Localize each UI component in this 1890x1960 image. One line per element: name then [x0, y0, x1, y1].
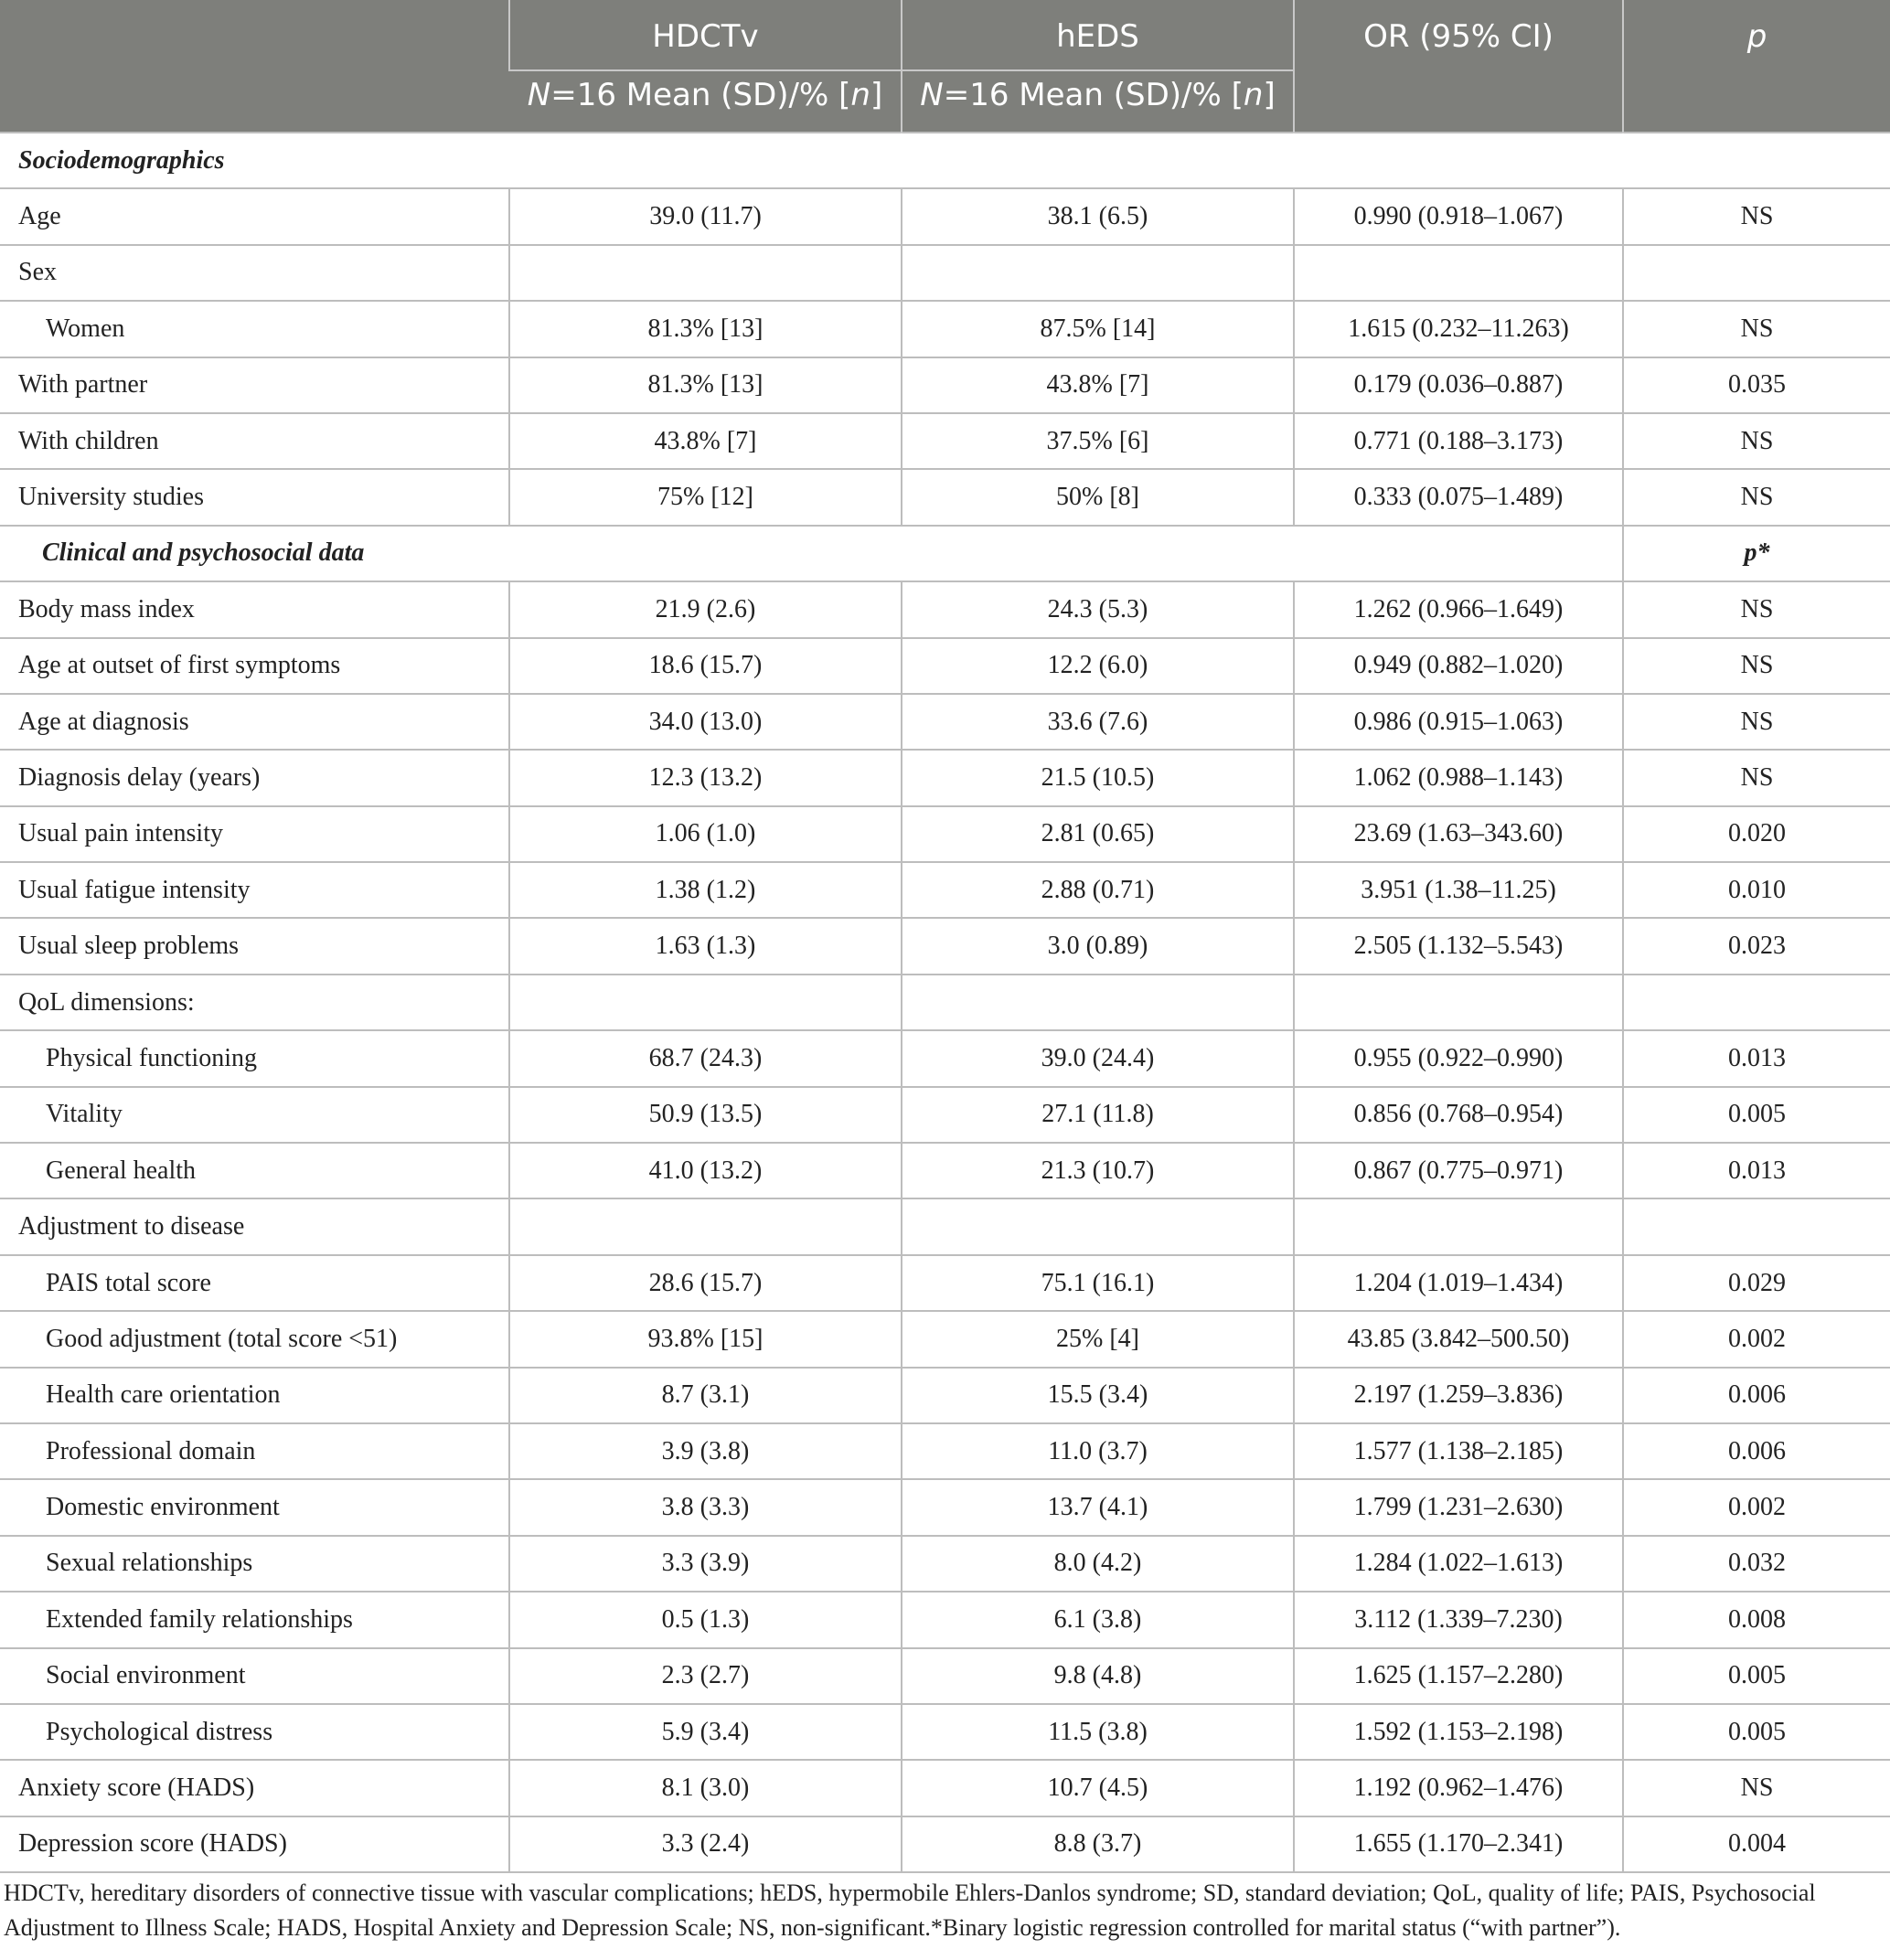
hdctv-value: 21.9 (2.6): [509, 581, 902, 637]
or-value: 3.951 (1.38–11.25): [1294, 862, 1623, 918]
row-label: Sex: [0, 245, 509, 301]
table-body: [0, 133, 1890, 1872]
p-value: NS: [1623, 638, 1890, 694]
table-row: [0, 1030, 1890, 1086]
hdctv-value: 1.06 (1.0): [509, 806, 902, 862]
heds-value: 75.1 (16.1): [902, 1255, 1294, 1311]
hdctv-value: 81.3% [13]: [509, 301, 902, 357]
heds-value: 11.5 (3.8): [902, 1704, 1294, 1760]
p-value: 0.005: [1623, 1704, 1890, 1760]
row-label: Social environment: [0, 1648, 509, 1704]
row-label: University studies: [0, 469, 509, 525]
section-clinical: [0, 526, 1890, 581]
row-label: Age at outset of first symptoms: [0, 638, 509, 694]
p-value: NS: [1623, 1760, 1890, 1816]
p-value: [1623, 1198, 1890, 1254]
table-row: [0, 1536, 1890, 1592]
hdctv-value: 2.3 (2.7): [509, 1648, 902, 1704]
header-empty-cell: [0, 0, 509, 133]
table-row: [0, 1255, 1890, 1311]
table-row: [0, 469, 1890, 525]
hdctv-value: 41.0 (13.2): [509, 1143, 902, 1198]
p-value: 0.004: [1623, 1816, 1890, 1872]
heds-value: [902, 245, 1294, 301]
hdctv-value: [509, 1198, 902, 1254]
header-hdctv-sub: N=16 Mean (SD)/% [n]: [509, 70, 902, 133]
p-value: 0.002: [1623, 1479, 1890, 1535]
hdctv-value: 75% [12]: [509, 469, 902, 525]
row-label: Health care orientation: [0, 1368, 509, 1423]
table-row: [0, 1368, 1890, 1423]
table-row: [0, 806, 1890, 862]
heds-value: [902, 975, 1294, 1030]
or-value: [1294, 245, 1623, 301]
row-label: QoL dimensions:: [0, 975, 509, 1030]
p-value: 0.005: [1623, 1087, 1890, 1143]
row-label: With children: [0, 413, 509, 469]
row-label: Good adjustment (total score <51): [0, 1311, 509, 1367]
p-value: NS: [1623, 750, 1890, 805]
heds-value: 50% [8]: [902, 469, 1294, 525]
heds-value: 15.5 (3.4): [902, 1368, 1294, 1423]
table-row: [0, 1648, 1890, 1704]
hdctv-value: 8.7 (3.1): [509, 1368, 902, 1423]
or-value: 1.655 (1.170–2.341): [1294, 1816, 1623, 1872]
row-label: Age at diagnosis: [0, 694, 509, 750]
heds-value: 21.3 (10.7): [902, 1143, 1294, 1198]
or-value: 2.197 (1.259–3.836): [1294, 1368, 1623, 1423]
or-value: 1.262 (0.966–1.649): [1294, 581, 1623, 637]
hdctv-value: 5.9 (3.4): [509, 1704, 902, 1760]
header-p-text: p: [1746, 18, 1767, 55]
row-label: Anxiety score (HADS): [0, 1760, 509, 1816]
header-heds: hEDS: [902, 0, 1294, 70]
p-value: 0.006: [1623, 1368, 1890, 1423]
row-label: Psychological distress: [0, 1704, 509, 1760]
or-value: [1294, 975, 1623, 1030]
or-value: 1.192 (0.962–1.476): [1294, 1760, 1623, 1816]
or-value: 1.284 (1.022–1.613): [1294, 1536, 1623, 1592]
row-label: Diagnosis delay (years): [0, 750, 509, 805]
hdctv-value: 3.9 (3.8): [509, 1423, 902, 1479]
heds-value: 10.7 (4.5): [902, 1760, 1294, 1816]
p-value: 0.020: [1623, 806, 1890, 862]
p-value: NS: [1623, 188, 1890, 244]
header-or: OR (95% CI): [1294, 0, 1623, 133]
hdctv-value: 8.1 (3.0): [509, 1760, 902, 1816]
or-value: 1.615 (0.232–11.263): [1294, 301, 1623, 357]
or-value: 2.505 (1.132–5.543): [1294, 918, 1623, 974]
or-value: 1.204 (1.019–1.434): [1294, 1255, 1623, 1311]
or-value: 0.986 (0.915–1.063): [1294, 694, 1623, 750]
heds-value: 27.1 (11.8): [902, 1087, 1294, 1143]
row-label: Usual sleep problems: [0, 918, 509, 974]
p-value: [1623, 245, 1890, 301]
row-label: Age: [0, 188, 509, 244]
row-label: Usual pain intensity: [0, 806, 509, 862]
hdctv-value: 68.7 (24.3): [509, 1030, 902, 1086]
table-row: [0, 975, 1890, 1030]
heds-value: 38.1 (6.5): [902, 188, 1294, 244]
p-value: 0.005: [1623, 1648, 1890, 1704]
table-footnote: [0, 1876, 1890, 1945]
heds-value: 25% [4]: [902, 1311, 1294, 1367]
table-row: [0, 581, 1890, 637]
p-value: 0.023: [1623, 918, 1890, 974]
hdctv-value: 3.3 (3.9): [509, 1536, 902, 1592]
row-label: Usual fatigue intensity: [0, 862, 509, 918]
hdctv-value: 0.5 (1.3): [509, 1592, 902, 1647]
hdctv-value: 50.9 (13.5): [509, 1087, 902, 1143]
heds-value: 6.1 (3.8): [902, 1592, 1294, 1647]
heds-value: 13.7 (4.1): [902, 1479, 1294, 1535]
section-clinical-p-header: p*: [1623, 526, 1890, 581]
hdctv-value: [509, 245, 902, 301]
hdctv-value: 3.3 (2.4): [509, 1816, 902, 1872]
footnote-line-1: HDCTv, hereditary disorders of connective tissue with vascular complications; hEDS, hypermobile Ehlers-Danlos syndrome; SD, standard deviation; QoL, quality of life; PAIS, Psychosocial: [4, 1880, 1816, 1906]
or-value: 3.112 (1.339–7.230): [1294, 1592, 1623, 1647]
heds-value: 8.0 (4.2): [902, 1536, 1294, 1592]
or-value: 0.333 (0.075–1.489): [1294, 469, 1623, 525]
row-label: PAIS total score: [0, 1255, 509, 1311]
or-value: 0.955 (0.922–0.990): [1294, 1030, 1623, 1086]
or-value: 1.799 (1.231–2.630): [1294, 1479, 1623, 1535]
table-row: [0, 1479, 1890, 1535]
table-row: [0, 1143, 1890, 1198]
hdctv-value: 12.3 (13.2): [509, 750, 902, 805]
heds-value: 11.0 (3.7): [902, 1423, 1294, 1479]
p-value: NS: [1623, 581, 1890, 637]
table-row: [0, 1592, 1890, 1647]
p-value: 0.032: [1623, 1536, 1890, 1592]
or-value: 1.625 (1.157–2.280): [1294, 1648, 1623, 1704]
section-sociodemographics-label: Sociodemographics: [0, 133, 1890, 188]
table-row: [0, 1198, 1890, 1254]
table-row: [0, 694, 1890, 750]
row-label: Depression score (HADS): [0, 1816, 509, 1872]
table-row: [0, 638, 1890, 694]
or-value: 1.577 (1.138–2.185): [1294, 1423, 1623, 1479]
row-label: Extended family relationships: [0, 1592, 509, 1647]
p-value: NS: [1623, 694, 1890, 750]
row-label: General health: [0, 1143, 509, 1198]
hdctv-value: 1.38 (1.2): [509, 862, 902, 918]
p-value: 0.013: [1623, 1030, 1890, 1086]
p-value: 0.029: [1623, 1255, 1890, 1311]
heds-value: 12.2 (6.0): [902, 638, 1294, 694]
section-clinical-label: Clinical and psychosocial data: [0, 526, 1623, 581]
section-sociodemographics: [0, 133, 1890, 188]
table-row: [0, 862, 1890, 918]
or-value: [1294, 1198, 1623, 1254]
header-p: [1623, 0, 1890, 133]
hdctv-value: 1.63 (1.3): [509, 918, 902, 974]
row-label: Sexual relationships: [0, 1536, 509, 1592]
or-value: 0.867 (0.775–0.971): [1294, 1143, 1623, 1198]
heds-value: 43.8% [7]: [902, 357, 1294, 413]
p-value: 0.002: [1623, 1311, 1890, 1367]
row-label: Professional domain: [0, 1423, 509, 1479]
row-label: Vitality: [0, 1087, 509, 1143]
hdctv-value: 43.8% [7]: [509, 413, 902, 469]
heds-value: [902, 1198, 1294, 1254]
heds-value: 87.5% [14]: [902, 301, 1294, 357]
p-value: NS: [1623, 413, 1890, 469]
heds-value: 37.5% [6]: [902, 413, 1294, 469]
or-value: 43.85 (3.842–500.50): [1294, 1311, 1623, 1367]
row-label: Physical functioning: [0, 1030, 509, 1086]
hdctv-value: [509, 975, 902, 1030]
header-hdctv: HDCTv: [509, 0, 902, 70]
p-value: 0.010: [1623, 862, 1890, 918]
hdctv-value: 18.6 (15.7): [509, 638, 902, 694]
heds-value: 24.3 (5.3): [902, 581, 1294, 637]
table-row: [0, 301, 1890, 357]
table-row: [0, 1816, 1890, 1872]
heds-value: 9.8 (4.8): [902, 1648, 1294, 1704]
p-value: 0.035: [1623, 357, 1890, 413]
hdctv-value: 93.8% [15]: [509, 1311, 902, 1367]
hdctv-value: 34.0 (13.0): [509, 694, 902, 750]
or-value: 0.856 (0.768–0.954): [1294, 1087, 1623, 1143]
hdctv-value: 81.3% [13]: [509, 357, 902, 413]
table-row: [0, 1311, 1890, 1367]
table-header: [0, 0, 1890, 133]
row-label: Body mass index: [0, 581, 509, 637]
row-label: Women: [0, 301, 509, 357]
p-value: NS: [1623, 301, 1890, 357]
or-value: 23.69 (1.63–343.60): [1294, 806, 1623, 862]
or-value: 1.592 (1.153–2.198): [1294, 1704, 1623, 1760]
or-value: 1.062 (0.988–1.143): [1294, 750, 1623, 805]
footnote-line-2: Adjustment to Illness Scale; HADS, Hospital Anxiety and Depression Scale; NS, non-significant.*Binary logistic regression controlled for marital status (“with partner”).: [4, 1914, 1621, 1941]
heds-value: 2.88 (0.71): [902, 862, 1294, 918]
or-value: 0.179 (0.036–0.887): [1294, 357, 1623, 413]
heds-value: 2.81 (0.65): [902, 806, 1294, 862]
heds-value: 8.8 (3.7): [902, 1816, 1294, 1872]
or-value: 0.990 (0.918–1.067): [1294, 188, 1623, 244]
header-heds-sub: N=16 Mean (SD)/% [n]: [902, 70, 1294, 133]
p-value: 0.013: [1623, 1143, 1890, 1198]
hdctv-value: 3.8 (3.3): [509, 1479, 902, 1535]
hdctv-value: 28.6 (15.7): [509, 1255, 902, 1311]
row-label: Domestic environment: [0, 1479, 509, 1535]
table-row: [0, 357, 1890, 413]
table-row: [0, 918, 1890, 974]
p-value: 0.006: [1623, 1423, 1890, 1479]
heds-value: 39.0 (24.4): [902, 1030, 1294, 1086]
heds-value: 21.5 (10.5): [902, 750, 1294, 805]
p-value: 0.008: [1623, 1592, 1890, 1647]
heds-value: 3.0 (0.89): [902, 918, 1294, 974]
table-row: [0, 413, 1890, 469]
or-value: 0.949 (0.882–1.020): [1294, 638, 1623, 694]
or-value: 0.771 (0.188–3.173): [1294, 413, 1623, 469]
row-label: Adjustment to disease: [0, 1198, 509, 1254]
table-row: [0, 1423, 1890, 1479]
p-value: NS: [1623, 469, 1890, 525]
hdctv-value: 39.0 (11.7): [509, 188, 902, 244]
table-row: [0, 245, 1890, 301]
table-row: [0, 1704, 1890, 1760]
table-row: [0, 1760, 1890, 1816]
table-row: [0, 1087, 1890, 1143]
heds-value: 33.6 (7.6): [902, 694, 1294, 750]
p-value: [1623, 975, 1890, 1030]
table-row: [0, 750, 1890, 805]
row-label: With partner: [0, 357, 509, 413]
table-row: [0, 188, 1890, 244]
